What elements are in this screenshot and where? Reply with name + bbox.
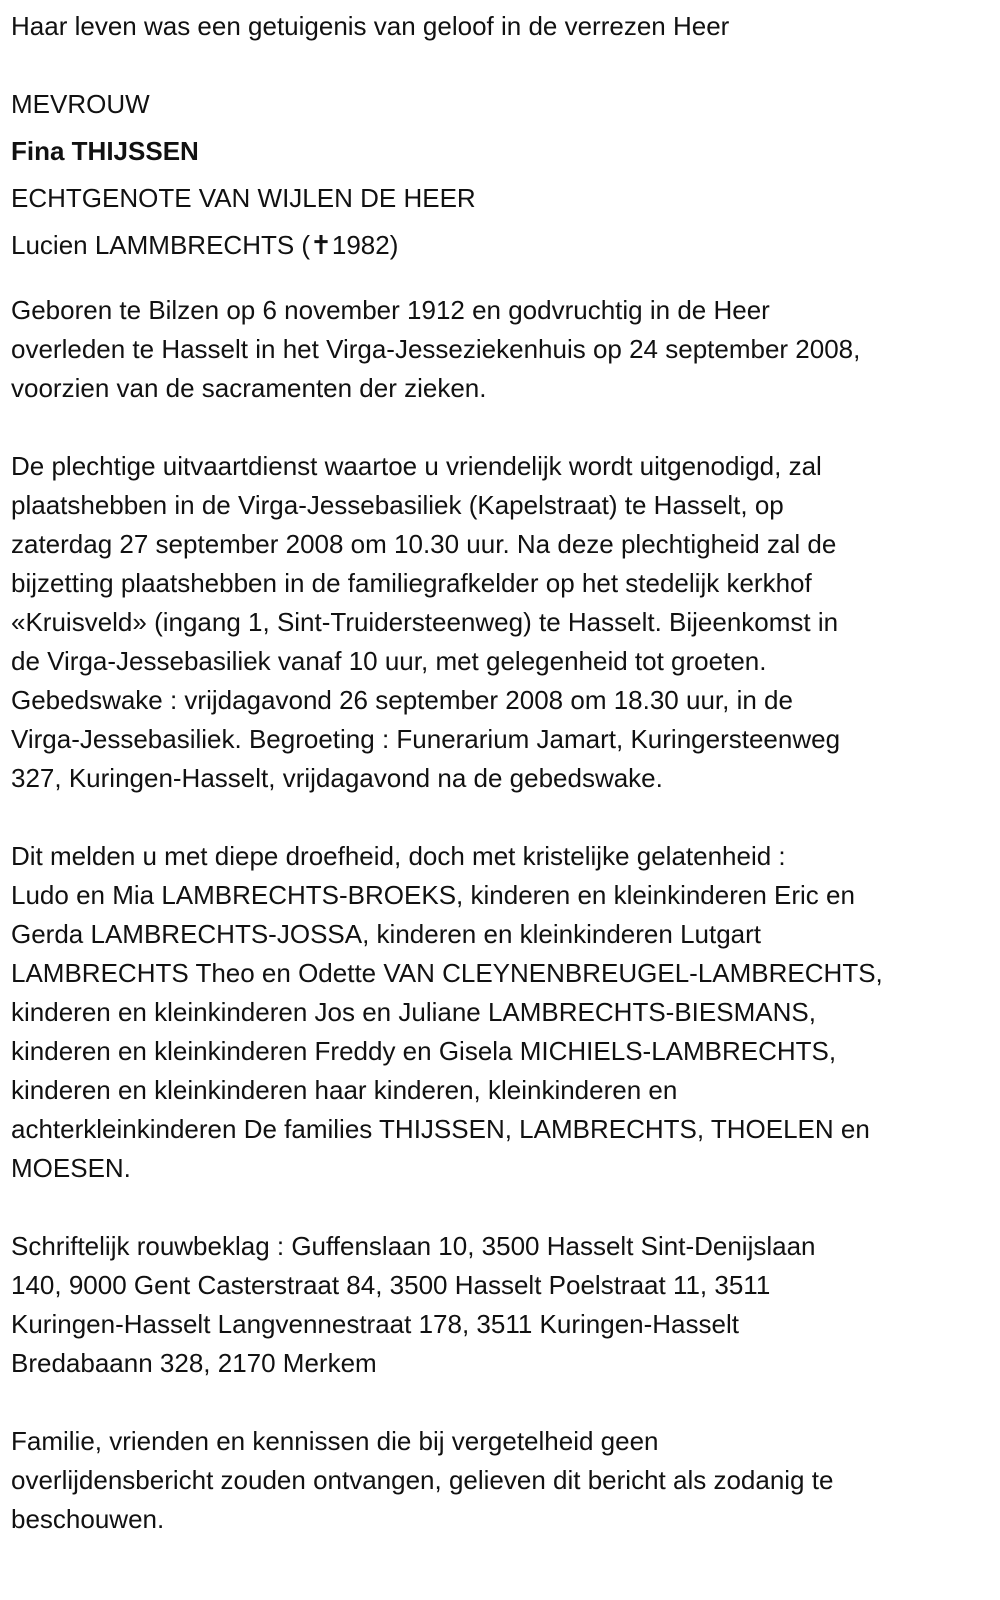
text-line: Ludo en Mia LAMBRECHTS-BROEKS, kinderen en kleinkinderen Eric en	[11, 880, 855, 910]
text-line: Dit melden u met diepe droefheid, doch met kristelijke gelatenheid :	[11, 841, 786, 871]
text-line: Geboren te Bilzen op 6 november 1912 en godvruchtig in de Heer	[11, 295, 770, 325]
text-line: bijzetting plaatshebben in de familiegrafkelder op het stedelijk kerkhof	[11, 568, 812, 598]
text-line: overlijdensbericht zouden ontvangen, gelieven dit bericht als zodanig te	[11, 1465, 834, 1495]
text-line: Familie, vrienden en kennissen die bij vergetelheid geen	[11, 1426, 659, 1456]
text-line: De plechtige uitvaartdienst waartoe u vriendelijk wordt uitgenodigd, zal	[11, 451, 822, 481]
paragraph	[11, 447, 1000, 798]
text-line: zaterdag 27 september 2008 om 10.30 uur. Na deze plechtigheid zal de	[11, 529, 837, 559]
text-line: LAMBRECHTS Theo en Odette VAN CLEYNENBREUGEL-LAMBRECHTS,	[11, 958, 883, 988]
text-line: kinderen en kleinkinderen Jos en Juliane LAMBRECHTS-BIESMANS,	[11, 997, 816, 1027]
text-line: de Virga-Jessebasiliek vanaf 10 uur, met gelegenheid tot groeten.	[11, 646, 767, 676]
paragraph	[11, 837, 1000, 1188]
intro-line: Haar leven was een getuigenis van geloof in de verrezen Heer	[11, 11, 730, 41]
text-line: kinderen en kleinkinderen Freddy en Gisela MICHIELS-LAMBRECHTS,	[11, 1036, 837, 1066]
deceased-name	[11, 131, 1000, 178]
body-paragraphs	[11, 291, 1000, 1539]
text-line: 140, 9000 Gent Casterstraat 84, 3500 Hasselt Poelstraat 11, 3511	[11, 1270, 771, 1300]
text-line: 327, Kuringen-Hasselt, vrijdagavond na de gebedswake.	[11, 763, 663, 793]
paragraph	[11, 1227, 1000, 1383]
text-line: Bredabaann 328, 2170 Merkem	[11, 1348, 377, 1378]
title: MEVROUW	[11, 89, 150, 119]
text-line: overleden te Hasselt in het Virga-Jesseziekenhuis op 24 september 2008,	[11, 334, 861, 364]
text-line: Gerda LAMBRECHTS-JOSSA, kinderen en kleinkinderen Lutgart	[11, 919, 762, 949]
relation: ECHTGENOTE VAN WIJLEN DE HEER	[11, 183, 476, 213]
text-line: beschouwen.	[11, 1504, 165, 1534]
spouse: Lucien LAMMBRECHTS (✝1982)	[11, 230, 399, 260]
text-line: MOESEN.	[11, 1153, 131, 1183]
text-line: voorzien van de sacramenten der zieken.	[11, 373, 487, 403]
text-line: plaatshebben in de Virga-Jessebasiliek (Kapelstraat) te Hasselt, op	[11, 490, 784, 520]
text-line: Kuringen-Hasselt Langvennestraat 178, 3511 Kuringen-Hasselt	[11, 1309, 739, 1339]
deceased-name-text: Fina THIJSSEN	[11, 136, 199, 166]
text-line: kinderen en kleinkinderen haar kinderen, kleinkinderen en	[11, 1075, 678, 1105]
paragraph	[11, 291, 1000, 408]
paragraph	[11, 1422, 1000, 1539]
text-line: achterkleinkinderen De families THIJSSEN, LAMBRECHTS, THOELEN en	[11, 1114, 870, 1144]
text-line: Virga-Jessebasiliek. Begroeting : Funerarium Jamart, Kuringersteenweg	[11, 724, 841, 754]
text-line: Gebedswake : vrijdagavond 26 september 2008 om 18.30 uur, in de	[11, 685, 793, 715]
text-line: «Kruisveld» (ingang 1, Sint-Truidersteenweg) te Hasselt. Bijeenkomst in	[11, 607, 839, 637]
text-line: Schriftelijk rouwbeklag : Guffenslaan 10, 3500 Hasselt Sint-Denijslaan	[11, 1231, 816, 1261]
